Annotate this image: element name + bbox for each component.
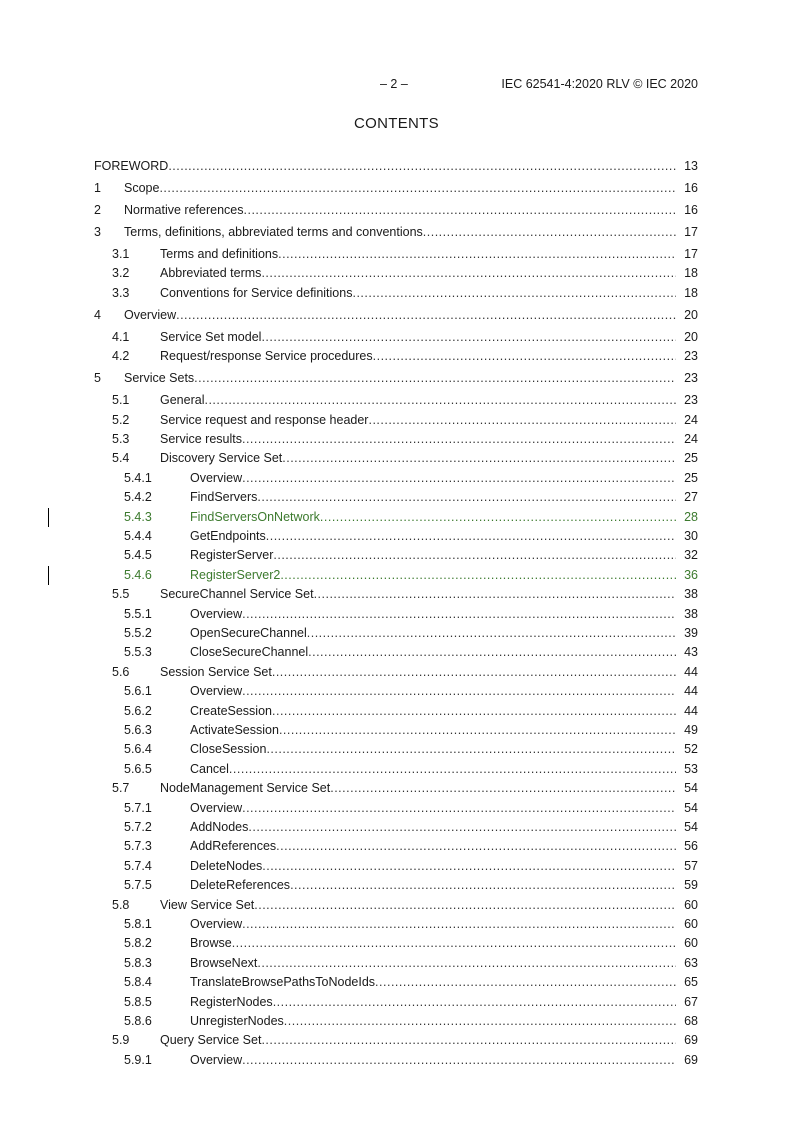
toc-title: AddReferences (190, 839, 277, 854)
toc-title: Discovery Service Set (160, 451, 283, 466)
toc-number: 3.2 (112, 266, 130, 281)
toc-page-number: 60 (684, 897, 698, 912)
toc-number: 5.4.3 (124, 509, 152, 524)
toc-entry[interactable] (94, 799, 698, 817)
dot-leader (266, 527, 676, 545)
toc-title: Session Service Set (160, 664, 272, 679)
toc-entry[interactable] (94, 973, 698, 991)
toc-number: 5.8.4 (124, 975, 152, 990)
dot-leader (261, 328, 676, 346)
toc-page-number: 36 (684, 567, 698, 582)
toc-entry[interactable] (94, 605, 698, 623)
toc-title: Overview (190, 606, 243, 621)
toc-title: Service results (160, 432, 242, 446)
toc-entry[interactable] (94, 157, 698, 175)
toc-number: 5.5.1 (124, 606, 152, 621)
toc-leader (190, 818, 676, 836)
toc-entry[interactable] (94, 837, 698, 855)
toc-title: UnregisterNodes (190, 1014, 284, 1028)
toc-title: AddNodes (190, 820, 249, 834)
toc-title: CloseSession (190, 742, 267, 757)
toc-leader (190, 682, 676, 700)
toc-number: 5.1 (112, 393, 130, 408)
page-title: CONTENTS (354, 115, 439, 132)
toc-leader (190, 799, 676, 817)
toc-leader (160, 896, 676, 914)
toc-entry[interactable] (94, 702, 698, 720)
toc-page-number: 69 (684, 1033, 698, 1048)
toc-leader (160, 585, 676, 603)
toc-leader (160, 245, 676, 263)
toc-leader (190, 973, 676, 991)
toc-number: 5.6 (112, 664, 130, 679)
toc-page-number: 67 (684, 994, 698, 1009)
toc-number: 5.6.1 (124, 684, 152, 699)
dot-leader (368, 411, 676, 429)
toc-number: 5.5 (112, 587, 130, 602)
dot-leader (279, 721, 676, 739)
toc-leader (190, 857, 676, 875)
toc-entry[interactable] (94, 391, 698, 409)
toc-title: ActivateSession (190, 723, 279, 737)
toc-entry[interactable] (94, 643, 698, 661)
toc-page-number: 32 (684, 548, 698, 563)
toc-leader (190, 934, 676, 952)
toc-entry[interactable] (94, 934, 698, 952)
toc-page-number: 30 (684, 529, 698, 543)
toc-page-number: 13 (684, 159, 698, 173)
toc-entry[interactable] (94, 721, 698, 739)
toc-entry[interactable] (94, 328, 698, 346)
dot-leader (273, 993, 676, 1011)
dot-leader (307, 624, 676, 642)
toc-page-number: 17 (684, 247, 698, 261)
toc-number: 5.4.4 (124, 529, 152, 543)
toc-entry[interactable] (94, 915, 698, 933)
toc-title: Overview (124, 307, 177, 322)
toc-leader (124, 369, 676, 387)
dot-leader (257, 954, 676, 972)
toc-number: 2 (94, 203, 101, 217)
toc-number: 5.5.2 (124, 626, 152, 640)
dot-leader (257, 488, 676, 506)
toc-page-number: 20 (684, 329, 698, 344)
toc-title: TranslateBrowsePathsToNodeIds (190, 975, 376, 990)
dot-leader (229, 760, 676, 778)
toc-leader (190, 488, 676, 506)
dot-leader (308, 643, 676, 661)
toc-title: Terms and definitions (160, 247, 279, 261)
toc-number: 5.7.2 (124, 820, 152, 834)
toc-leader (160, 284, 676, 302)
toc-entry[interactable] (94, 527, 698, 545)
dot-leader (278, 245, 676, 263)
toc-page-number: 43 (684, 645, 698, 660)
toc-leader (160, 449, 676, 467)
toc-leader (190, 721, 676, 739)
toc-number: 5.8 (112, 897, 130, 912)
toc-number: 3 (94, 225, 101, 239)
toc-title: Abbreviated terms (160, 266, 262, 281)
toc-page-number: 69 (684, 1052, 698, 1067)
dot-leader (262, 857, 676, 875)
toc-page-number: 23 (684, 371, 698, 386)
toc-number: 5.8.3 (124, 955, 152, 970)
dot-leader (261, 1031, 676, 1049)
toc-entry[interactable] (94, 740, 698, 758)
toc-number: 5.4.1 (124, 470, 152, 485)
toc-entry[interactable] (94, 876, 698, 894)
toc-number: 4.1 (112, 329, 130, 344)
toc-number: 4 (94, 307, 101, 322)
document-reference: IEC 62541-4:2020 RLV © IEC 2020 (501, 77, 698, 91)
toc-title: CloseSecureChannel (190, 645, 309, 660)
dot-leader (204, 391, 676, 409)
toc-entry[interactable] (94, 245, 698, 263)
dot-leader (242, 605, 676, 623)
toc-leader (160, 411, 676, 429)
toc-entry[interactable] (94, 1051, 698, 1069)
toc-page-number: 54 (684, 781, 698, 796)
dot-leader (375, 973, 676, 991)
toc-leader (160, 1031, 676, 1049)
toc-page-number: 60 (684, 936, 698, 951)
toc-number: 5.6.3 (124, 723, 152, 737)
toc-title: Browse (190, 936, 232, 951)
toc-title: Overview (190, 917, 243, 931)
toc-page-number: 59 (684, 878, 698, 893)
toc-leader (190, 954, 676, 972)
toc-title: Request/response Service procedures (160, 349, 373, 364)
toc-page-number: 17 (684, 225, 698, 239)
toc-entry[interactable] (94, 347, 698, 365)
toc-page-number: 68 (684, 1014, 698, 1028)
dot-leader (314, 585, 676, 603)
dot-leader (168, 157, 676, 175)
toc-number: 5.7.4 (124, 858, 152, 873)
toc-leader (190, 546, 676, 564)
toc-number: 5.7.5 (124, 878, 152, 893)
toc-page-number: 44 (684, 684, 698, 699)
dot-leader (320, 508, 676, 526)
toc-page-number: 65 (684, 975, 698, 990)
toc-title: Cancel (190, 761, 229, 776)
toc-number: 5.6.2 (124, 703, 152, 718)
toc-title: Overview (190, 1052, 243, 1067)
dot-leader (280, 566, 676, 584)
toc-page-number: 60 (684, 917, 698, 931)
toc-page-number: 57 (684, 858, 698, 873)
toc-entry[interactable] (94, 411, 698, 429)
toc-title: Service Sets (124, 371, 195, 386)
toc-number: 5.7.1 (124, 800, 152, 815)
toc-number: 5.2 (112, 412, 130, 427)
toc-number: 5.7.3 (124, 839, 152, 854)
toc-entry[interactable] (94, 546, 698, 564)
toc-number: 5.4 (112, 451, 130, 466)
toc-title: NodeManagement Service Set (160, 781, 331, 796)
toc-leader (160, 391, 676, 409)
toc-page-number: 54 (684, 820, 698, 834)
toc-leader (190, 915, 676, 933)
toc-entry[interactable] (94, 1031, 698, 1049)
toc-page-number: 28 (684, 509, 698, 524)
dot-leader (254, 896, 676, 914)
toc-number: 5.8.1 (124, 917, 152, 931)
toc-leader (190, 527, 676, 545)
dot-leader (373, 347, 676, 365)
toc-title: Service request and response header (160, 412, 369, 427)
toc-entry[interactable] (94, 488, 698, 506)
toc-page-number: 49 (684, 723, 698, 737)
dot-leader (330, 779, 676, 797)
toc-page-number: 24 (684, 432, 698, 446)
toc-leader (160, 328, 676, 346)
toc-title: View Service Set (160, 897, 255, 912)
toc-entry[interactable] (94, 284, 698, 302)
toc-page-number: 38 (684, 606, 698, 621)
toc-title: SecureChannel Service Set (160, 587, 314, 602)
toc-title: Overview (190, 470, 243, 485)
toc-entry[interactable] (94, 760, 698, 778)
toc-title: Terms, definitions, abbreviated terms and conventions (124, 225, 423, 239)
toc-page-number: 38 (684, 587, 698, 602)
toc-entry[interactable] (94, 508, 698, 526)
toc-title: FOREWORD (94, 159, 169, 173)
toc-leader (190, 624, 676, 642)
toc-leader (190, 508, 676, 526)
toc-page-number: 23 (684, 349, 698, 364)
toc-page-number: 53 (684, 761, 698, 776)
toc-number: 5.6.4 (124, 742, 152, 757)
dot-leader (284, 1012, 676, 1030)
toc-entry[interactable] (94, 566, 698, 584)
dot-leader (248, 818, 676, 836)
dot-leader (242, 430, 676, 448)
toc-number: 5.3 (112, 432, 130, 446)
toc-entry[interactable] (94, 223, 698, 241)
toc-leader (124, 223, 676, 241)
dot-leader (282, 449, 676, 467)
toc-entry[interactable] (94, 954, 698, 972)
toc-entry[interactable] (94, 818, 698, 836)
dot-leader (242, 799, 676, 817)
toc-title: Query Service Set (160, 1033, 262, 1048)
dot-leader (273, 546, 676, 564)
toc-entry[interactable] (94, 993, 698, 1011)
toc-leader (190, 1051, 676, 1069)
toc-page-number: 16 (684, 181, 698, 195)
toc-number: 5.8.5 (124, 994, 152, 1009)
toc-page-number: 24 (684, 412, 698, 427)
toc-page-number: 44 (684, 703, 698, 718)
dot-leader (242, 469, 676, 487)
toc-number: 5.7 (112, 781, 130, 796)
toc-entry[interactable] (94, 624, 698, 642)
toc-page-number: 39 (684, 626, 698, 640)
toc-title: Normative references (124, 203, 244, 217)
toc-title: FindServersOnNetwork (190, 509, 320, 524)
toc-leader (160, 264, 676, 282)
toc-leader (190, 837, 676, 855)
dot-leader (242, 682, 676, 700)
toc-title: Conventions for Service definitions (160, 285, 353, 300)
toc-leader (190, 876, 676, 894)
toc-entry[interactable] (94, 179, 698, 197)
toc-title: RegisterServer2 (190, 567, 281, 582)
toc-leader (190, 605, 676, 623)
toc-page-number: 52 (684, 742, 698, 757)
toc-title: Service Set model (160, 329, 262, 344)
toc-page-number: 54 (684, 800, 698, 815)
toc-number: 3.3 (112, 285, 130, 300)
toc-number: 5.4.6 (124, 567, 152, 582)
dot-leader (272, 702, 676, 720)
toc-leader (190, 469, 676, 487)
toc-number: 5.8.2 (124, 936, 152, 951)
toc-page-number: 23 (684, 393, 698, 408)
toc-leader (190, 566, 676, 584)
toc-entry[interactable] (94, 585, 698, 603)
toc-leader (160, 779, 676, 797)
toc-leader (190, 1012, 676, 1030)
change-bar (48, 508, 49, 527)
toc-entry[interactable] (94, 449, 698, 467)
toc-number: 5.4.2 (124, 490, 152, 505)
dot-leader (242, 1051, 676, 1069)
toc-entry[interactable] (94, 306, 698, 324)
toc-page-number: 25 (684, 470, 698, 485)
toc-title: Overview (190, 800, 243, 815)
toc-entry[interactable] (94, 857, 698, 875)
toc-entry[interactable] (94, 264, 698, 282)
dot-leader (176, 306, 676, 324)
toc-page-number: 16 (684, 203, 698, 217)
toc-leader (124, 201, 676, 219)
toc-entry[interactable] (94, 779, 698, 797)
toc-entry[interactable] (94, 201, 698, 219)
toc-title: General (160, 393, 205, 408)
dot-leader (276, 837, 676, 855)
dot-leader (232, 934, 676, 952)
toc-leader (160, 663, 676, 681)
toc-title: CreateSession (190, 703, 272, 718)
toc-leader (190, 760, 676, 778)
toc-number: 5.8.6 (124, 1014, 152, 1028)
dot-leader (423, 223, 676, 241)
toc-entry[interactable] (94, 369, 698, 387)
page-number: – 2 – (380, 77, 408, 91)
toc-title: DeleteReferences (190, 878, 291, 893)
toc-title: GetEndpoints (190, 529, 266, 543)
change-bar (48, 566, 49, 585)
toc-page-number: 44 (684, 664, 698, 679)
toc-page-number: 20 (684, 307, 698, 322)
dot-leader (261, 264, 676, 282)
toc-title: RegisterNodes (190, 994, 273, 1009)
toc-title: Scope (124, 181, 160, 195)
toc-number: 3.1 (112, 247, 130, 261)
toc-leader (124, 306, 676, 324)
toc-title: Overview (190, 684, 243, 699)
toc-leader (190, 702, 676, 720)
toc-entry[interactable] (94, 430, 698, 448)
toc-number: 5.5.3 (124, 645, 152, 660)
toc-number: 1 (94, 181, 101, 195)
toc-page-number: 25 (684, 451, 698, 466)
toc-page-number: 27 (684, 490, 698, 505)
dot-leader (352, 284, 676, 302)
toc-number: 4.2 (112, 349, 130, 364)
toc-number: 5.9 (112, 1033, 130, 1048)
toc-entry[interactable] (94, 1012, 698, 1030)
toc-number: 5.6.5 (124, 761, 152, 776)
toc-title: FindServers (190, 490, 258, 505)
toc-leader (124, 179, 676, 197)
toc-title: OpenSecureChannel (190, 626, 307, 640)
toc-title: DeleteNodes (190, 858, 263, 873)
toc-entry[interactable] (94, 896, 698, 914)
toc-page-number: 56 (684, 839, 698, 854)
toc-leader (190, 643, 676, 661)
dot-leader (242, 915, 676, 933)
dot-leader (159, 179, 676, 197)
toc-leader (160, 430, 676, 448)
toc-number: 5.9.1 (124, 1052, 152, 1067)
dot-leader (290, 876, 676, 894)
toc-entry[interactable] (94, 663, 698, 681)
toc-title: BrowseNext (190, 955, 258, 970)
dot-leader (272, 663, 676, 681)
toc-leader (160, 347, 676, 365)
dot-leader (244, 201, 677, 219)
toc-entry[interactable] (94, 469, 698, 487)
toc-title: RegisterServer (190, 548, 274, 563)
dot-leader (266, 740, 676, 758)
toc-leader (94, 157, 676, 175)
toc-page-number: 63 (684, 955, 698, 970)
toc-leader (190, 993, 676, 1011)
toc-page-number: 18 (684, 285, 698, 300)
toc-page-number: 18 (684, 266, 698, 281)
toc-entry[interactable] (94, 682, 698, 700)
toc-number: 5.4.5 (124, 548, 152, 563)
toc-number: 5 (94, 371, 101, 386)
toc-leader (190, 740, 676, 758)
dot-leader (194, 369, 676, 387)
